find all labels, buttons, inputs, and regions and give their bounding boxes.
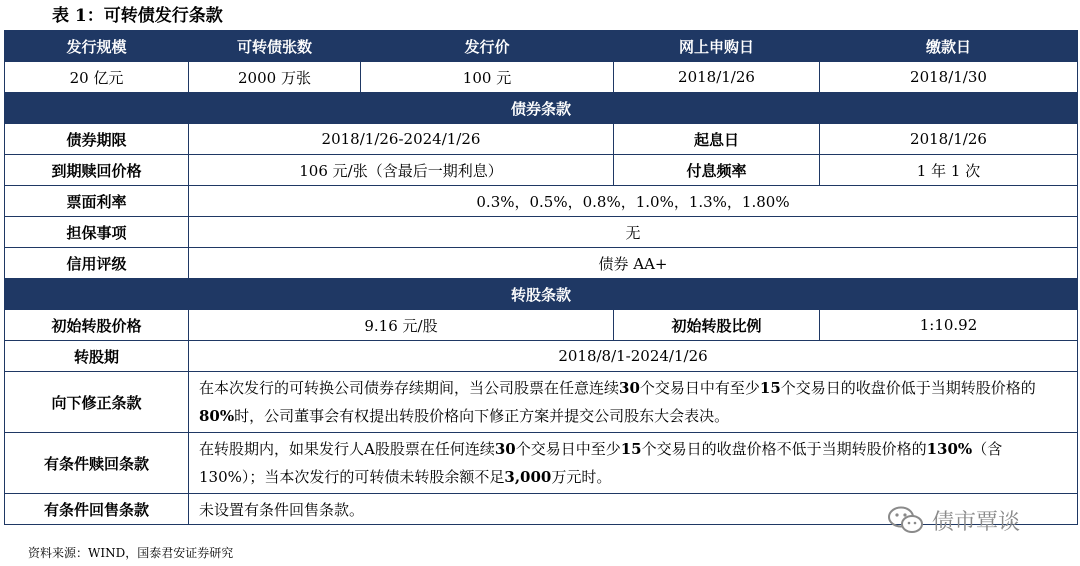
issue-values-row [5,62,1078,93]
header-issue-price: 发行价 [361,31,614,62]
initial-conversion-ratio-value: 1:10.92 [820,310,1078,341]
redemption-price-row [5,155,1078,186]
table-title: 表 1：可转债发行条款 [52,6,223,26]
value-bond-count: 2000 万张 [189,62,361,93]
conversion-terms-section-title: 转股条款 [5,279,1078,310]
interest-frequency-label: 付息频率 [614,155,820,186]
header-bond-count: 可转债张数 [189,31,361,62]
header-issue-size: 发行规模 [5,31,189,62]
conversion-period-row [5,341,1078,372]
value-payment-date: 2018/1/30 [820,62,1078,93]
initial-conversion-row [5,310,1078,341]
conditional-call-label: 有条件赎回条款 [5,433,189,494]
initial-conversion-price-value: 9.16 元/股 [189,310,614,341]
value-online-subscription-date: 2018/1/26 [614,62,820,93]
guarantee-label: 担保事项 [5,217,189,248]
value-issue-size: 20 亿元 [5,62,189,93]
downward-revision-label: 向下修正条款 [5,372,189,433]
value-date-label: 起息日 [614,124,820,155]
value-issue-price: 100 元 [361,62,614,93]
bond-terms-section-row [5,93,1078,124]
initial-conversion-ratio-label: 初始转股比例 [614,310,820,341]
header-online-subscription-date: 网上申购日 [614,31,820,62]
redemption-price-label: 到期赎回价格 [5,155,189,186]
term-value: 2018/1/26-2024/1/26 [189,124,614,155]
rating-label: 信用评级 [5,248,189,279]
conversion-period-label: 转股期 [5,341,189,372]
header-payment-date: 缴款日 [820,31,1078,62]
issue-header-row [5,31,1078,62]
source-note: 资料来源：WIND，国泰君安证券研究 [28,546,234,560]
interest-frequency-value: 1 年 1 次 [820,155,1078,186]
conversion-terms-section-row [5,279,1078,310]
initial-conversion-price-label: 初始转股价格 [5,310,189,341]
coupon-label: 票面利率 [5,186,189,217]
rating-row [5,248,1078,279]
redemption-price-value: 106 元/张（含最后一期利息） [189,155,614,186]
watermark [886,504,1020,536]
bond-terms-table [4,30,1078,525]
coupon-value: 0.3%，0.5%，0.8%，1.0%，1.3%，1.80% [189,186,1078,217]
downward-revision-text: 在本次发行的可转换公司债券存续期间，当公司股票在任意连续30个交易日中有至少15个交易日的收盘价低于当期转股价格的80%时，公司董事会有权提出转股价格向下修正方案并提交公司股东大会表决。 [189,372,1078,433]
conditional-call-row [5,433,1078,494]
bond-terms-section-title: 债券条款 [5,93,1078,124]
guarantee-value: 无 [189,217,1078,248]
coupon-row [5,186,1078,217]
term-row [5,124,1078,155]
downward-revision-row [5,372,1078,433]
value-date-value: 2018/1/26 [820,124,1078,155]
conversion-period-value: 2018/8/1-2024/1/26 [189,341,1078,372]
conditional-put-label: 有条件回售条款 [5,494,189,525]
watermark-text: 债市覃谈 [932,509,1021,535]
guarantee-row [5,217,1078,248]
wechat-icon [886,505,926,535]
term-label: 债券期限 [5,124,189,155]
rating-value: 债券 AA+ [189,248,1078,279]
conditional-put-value: 未设置有条件回售条款。 [189,494,1078,525]
conditional-call-text: 在转股期内，如果发行人A股股票在任何连续30个交易日中至少15个交易日的收盘价格不低于当期转股价格的130%（含130%）；当本次发行的可转债未转股余额不足3,000万元时。 [189,433,1078,494]
